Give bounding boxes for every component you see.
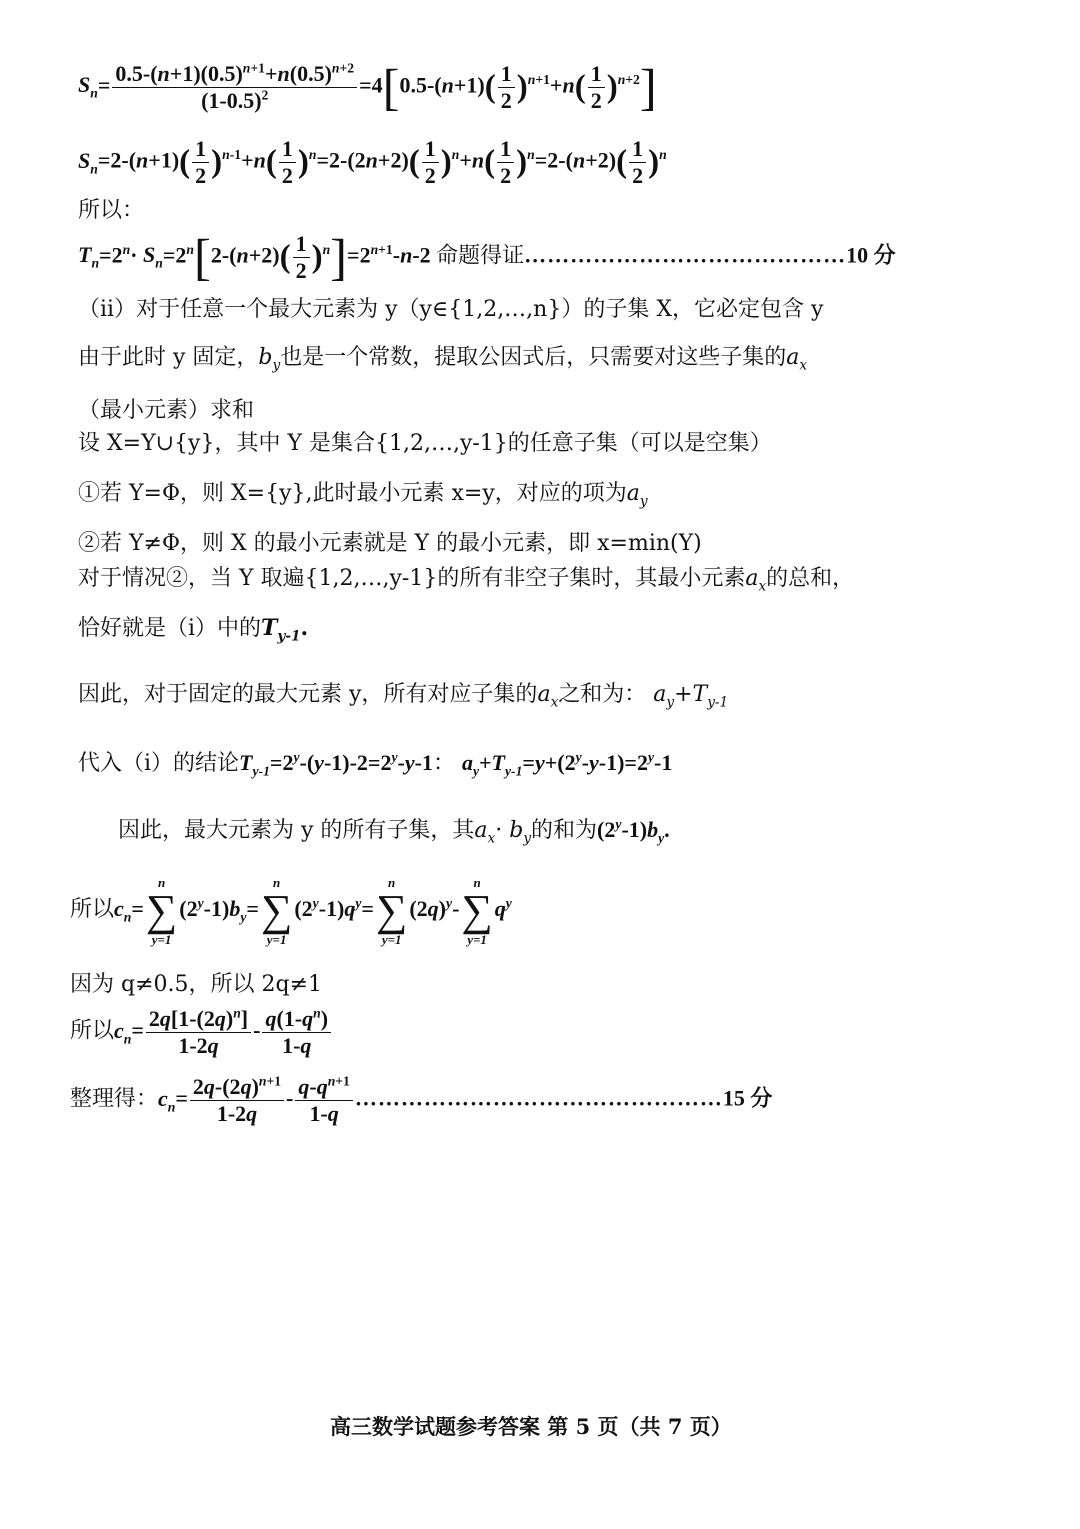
text-case1: ①若 Y=Φ，则 X={y},此时最小元素 x=y，对应的项为$a_y$ bbox=[78, 481, 648, 510]
text-therefore2: 因此，最大元素为 y 的所有子集，其$a_x\cdot b_y$的和为$(2^y-1)b_y$. bbox=[118, 816, 670, 847]
page-footer: 高三数学试题参考答案 第 5 页（共 7 页） bbox=[330, 1414, 732, 1439]
tn-tail: 命题得证 bbox=[436, 242, 525, 268]
text-therefore1: 因此，对于固定的最大元素 y，所有对应子集的$a_x$之和为： $a_y+T_{y-1}$ bbox=[78, 682, 729, 711]
text-ii: （ii）对于任意一个最大元素为 y（y∈{1,2,…,n}）的子集 X，它必定包含 y bbox=[78, 297, 824, 322]
text-because: 因为 q≠0.5，所以 2q≠1 bbox=[70, 972, 323, 997]
sn-formula-1: $S_n=$ $\frac{0.5-(n+1)(0.5)^{n+1}+n(0.5)^{n+2}}{(1-0.5)^2}$ =4[0.5-(n+1)( $\frac{1}{2}$ )$^{n+1}$+n( $\frac{1}{2}$ )$^{n+2}$] bbox=[78, 59, 657, 115]
tn-dots: …………………………………… bbox=[524, 242, 847, 268]
text-exactly: 恰好就是（i）中的$T_{y-1}$. bbox=[78, 615, 309, 645]
sn-formula-2: $S_n=2-(n+1)$( $\frac{1}{2}$ )$^{n-1}$+n( $\frac{1}{2}$ )$^n$=2-(2n+2)( $\frac{1}{2}$ )$^n$+n( $\frac{1}{2}$ )$^n$=2-(n+2)( $\frac{1}{2}$ )$^n$ bbox=[78, 136, 667, 188]
text-fixed: 由于此时 y 固定，$b_y$也是一个常数，提取公因式后，只需要对这些子集的$a_x$ bbox=[78, 345, 808, 374]
text-suoyi: 所以： bbox=[78, 198, 145, 223]
score-15: 15 分 bbox=[722, 1085, 773, 1111]
text-case2: ②若 Y≠Φ，则 X 的最小元素就是 Y 的最小元素，即 x=min(Y) bbox=[78, 531, 702, 556]
text-min-elem: （最小元素）求和 bbox=[78, 398, 255, 423]
final-dots: ………………………………………… bbox=[354, 1085, 723, 1111]
cn-formula-final: 整理得：$c_n=$ $\frac{2q-(2q)^{n+1}}{1-2q}$ - $\frac{q-q^{n+1}}{1-q}$ …………………………………………15 分 bbox=[70, 1073, 773, 1126]
tn-formula: $T_n=2^n\cdot S_n=2^n[2-(n+2)$( $\frac{1}{2}$ )$^n]=2^{n+1}-n-2$ 命题得证……………………………………10 分 bbox=[78, 229, 896, 285]
text-case2b: 对于情况②，当 Y 取遍{1,2,…,y-1}的所有非空子集时，其最小元素$a_x$的总和， bbox=[78, 566, 855, 595]
cn-sum-formula: 所以$c_n=$ n ∑ y=1 $(2^y-1)b_y=$ n ∑ y=1 $(2^y-1)q^y=$ n ∑ y=1 $(2q)^y-$ n ∑ y=1 $q^y$ bbox=[70, 875, 512, 947]
score-10: 10 分 bbox=[846, 242, 896, 268]
text-let: 设 X=Y∪{y}，其中 Y 是集合{1,2,…,y-1}的任意子集（可以是空集） bbox=[78, 431, 772, 456]
cn-formula-1: 所以$c_n=$ $\frac{2q[1-(2q)^n]}{1-2q}$ - $\frac{q(1-q^n)}{1-q}$ bbox=[70, 1008, 333, 1057]
text-substitute: 代入（i）的结论$T_{y-1}=2^y-(y-1)-2=2^y-y-1$： $a_y+T_{y-1}=y+(2^y-y-1)=2^y-1$ bbox=[78, 749, 673, 779]
